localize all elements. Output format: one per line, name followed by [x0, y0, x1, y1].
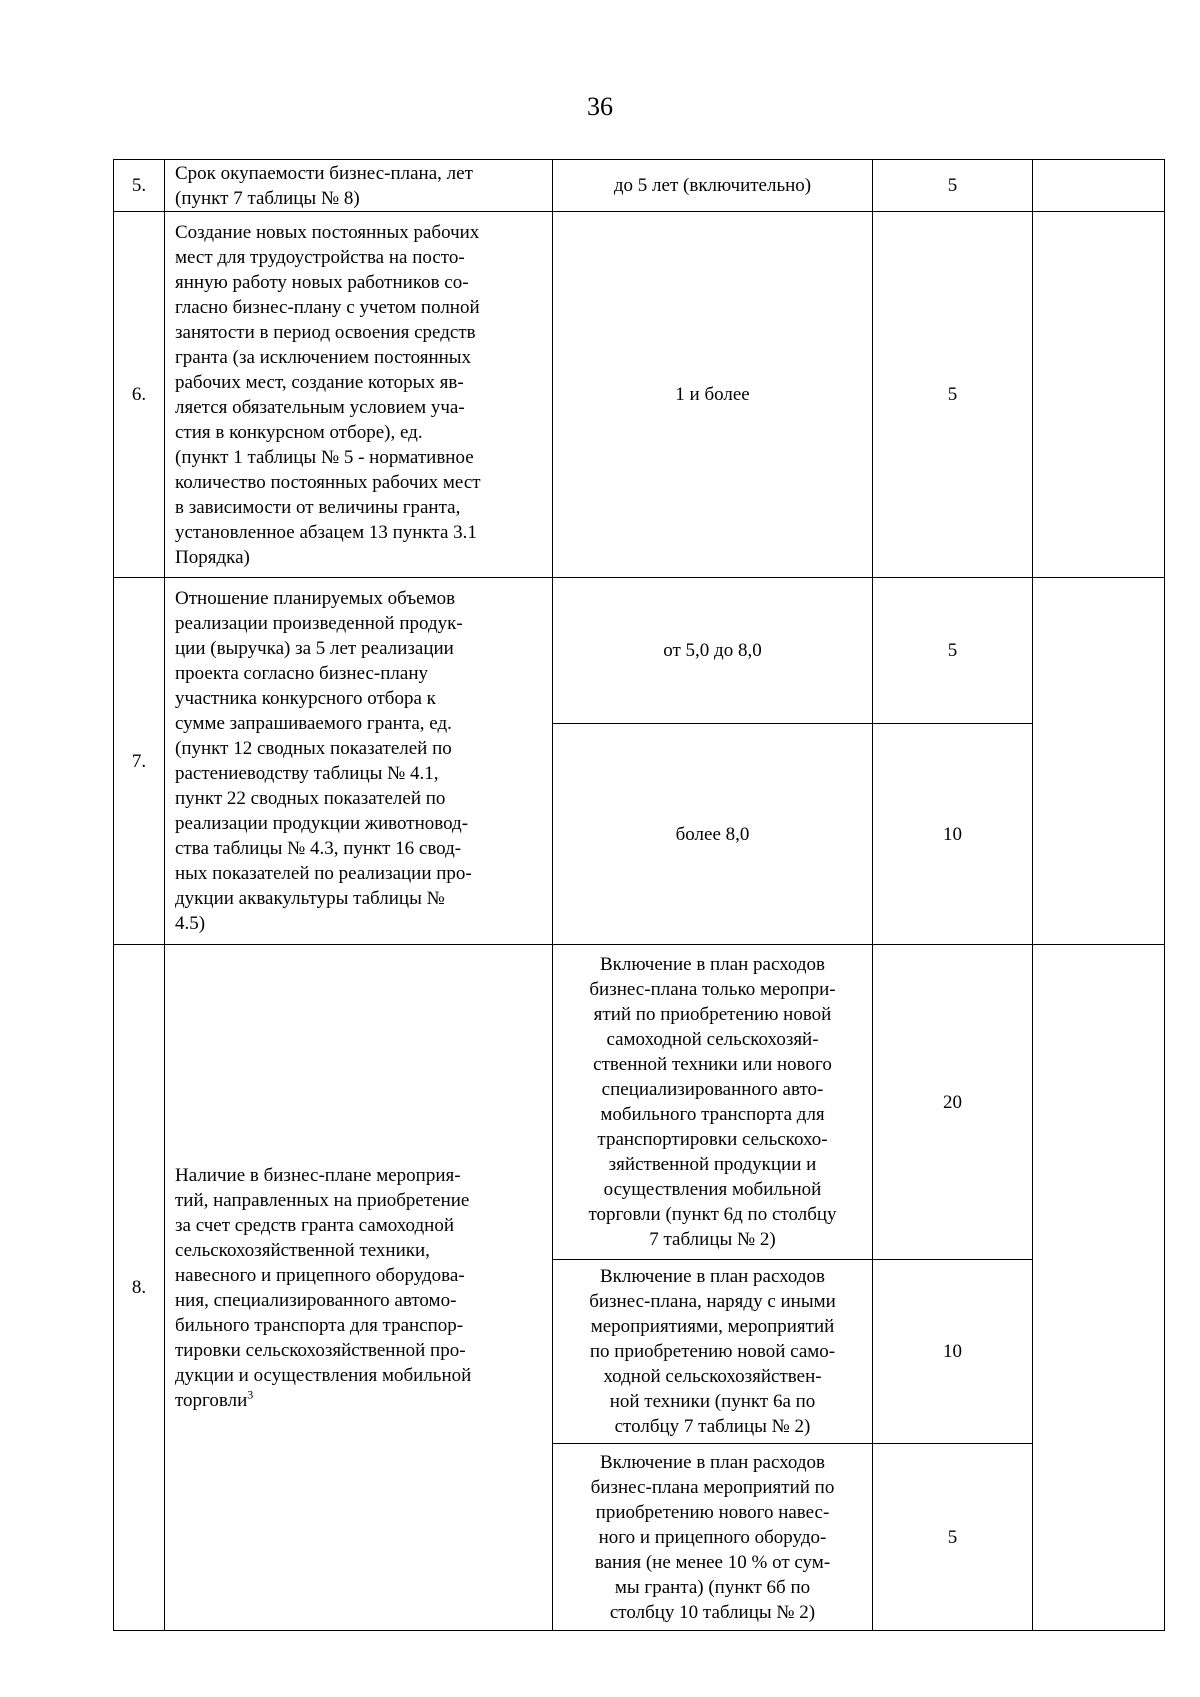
criterion-text: Срок окупаемости бизнес-плана, лет (пункт 7 таблицы № 8) — [165, 160, 553, 212]
table-row-8 — [114, 945, 1165, 1260]
empty-cell — [1033, 160, 1165, 212]
empty-cell — [1033, 945, 1165, 1631]
criterion-value: от 5,0 до 8,0 — [553, 578, 873, 724]
criterion-text: Создание новых постоянных рабочих мест для трудоустройства на посто- янную работу новых работников со- гласно бизнес-плану с учетом полной занятости в период освоения средств гранта (за исключением постоянных рабочих мест, создание которых яв- ляется обязательным условием уча- стия в конкурсном отборе), ед. (пункт 1 таблицы № 5 - нормативное количество постоянных рабочих мест в зависимости от величины гранта, установленное абзацем 13 пункта 3.1 Порядка) — [165, 212, 553, 578]
empty-cell — [1033, 212, 1165, 578]
criterion-points: 5 — [873, 212, 1033, 578]
page-number: 36 — [587, 92, 613, 121]
criterion-value: Включение в план расходов бизнес-плана только меропри- ятий по приобретению новой самоходной сельскохозяй- ственной техники или нового специализированного авто- мобильного транспорта для транспортировки сельскохо- зяйственной продукции и осуществления мобильной торговли (пункт 6д по столбцу 7 таблицы № 2) — [553, 945, 873, 1260]
criterion-value: более 8,0 — [553, 724, 873, 945]
criterion-value: до 5 лет (включительно) — [553, 160, 873, 212]
criterion-text: Наличие в бизнес-плане мероприя- тий, направленных на приобретение за счет средств гранта самоходной сельскохозяйственной техники, навесного и прицепного оборудова- ния, специализированного автомо- бильного транспорта для транспор- тировки сельскохозяйственной про- дукции и осуществления мобильной торговли$^3$ — [165, 945, 553, 1631]
criterion-points: 5 — [873, 578, 1033, 724]
table-row-7 — [114, 578, 1165, 724]
row-number: 6. — [114, 212, 165, 578]
criterion-points: 5 — [873, 160, 1033, 212]
criterion-value: Включение в план расходов бизнес-плана мероприятий по приобретению нового навес- ного и прицепного оборудо- вания (не менее 10 % от сум- мы гранта) (пункт 6б по столбцу 10 таблицы № 2) — [553, 1444, 873, 1631]
footnote-mark: 3 — [247, 1387, 254, 1402]
criterion-value: Включение в план расходов бизнес-плана, наряду с иными мероприятиями, мероприятий по приобретению новой само- ходной сельскохозяйствен- ной техники (пункт 6а по столбцу 7 таблицы № 2) — [553, 1260, 873, 1444]
criterion-points: 10 — [873, 724, 1033, 945]
criteria-table — [113, 159, 1165, 1631]
criterion-text: Отношение планируемых объемов реализации произведенной продук- ции (выручка) за 5 лет реализации проекта согласно бизнес-плану участника конкурсного отбора к сумме запрашиваемого гранта, ед. (пункт 12 сводных показателей по растениеводству таблицы № 4.1, пункт 22 сводных показателей по реализации продукции животновод- ства таблицы № 4.3, пункт 16 свод- ных показателей по реализации про- дукции аквакультуры таблицы № 4.5) — [165, 578, 553, 945]
empty-cell — [1033, 578, 1165, 945]
criterion-points: 20 — [873, 945, 1033, 1260]
row-number: 7. — [114, 578, 165, 945]
row-number: 5. — [114, 160, 165, 212]
criterion-points: 5 — [873, 1444, 1033, 1631]
table-row-5 — [114, 160, 1165, 212]
criterion-points: 10 — [873, 1260, 1033, 1444]
row-number: 8. — [114, 945, 165, 1631]
criterion-value: 1 и более — [553, 212, 873, 578]
table-row-6 — [114, 212, 1165, 578]
